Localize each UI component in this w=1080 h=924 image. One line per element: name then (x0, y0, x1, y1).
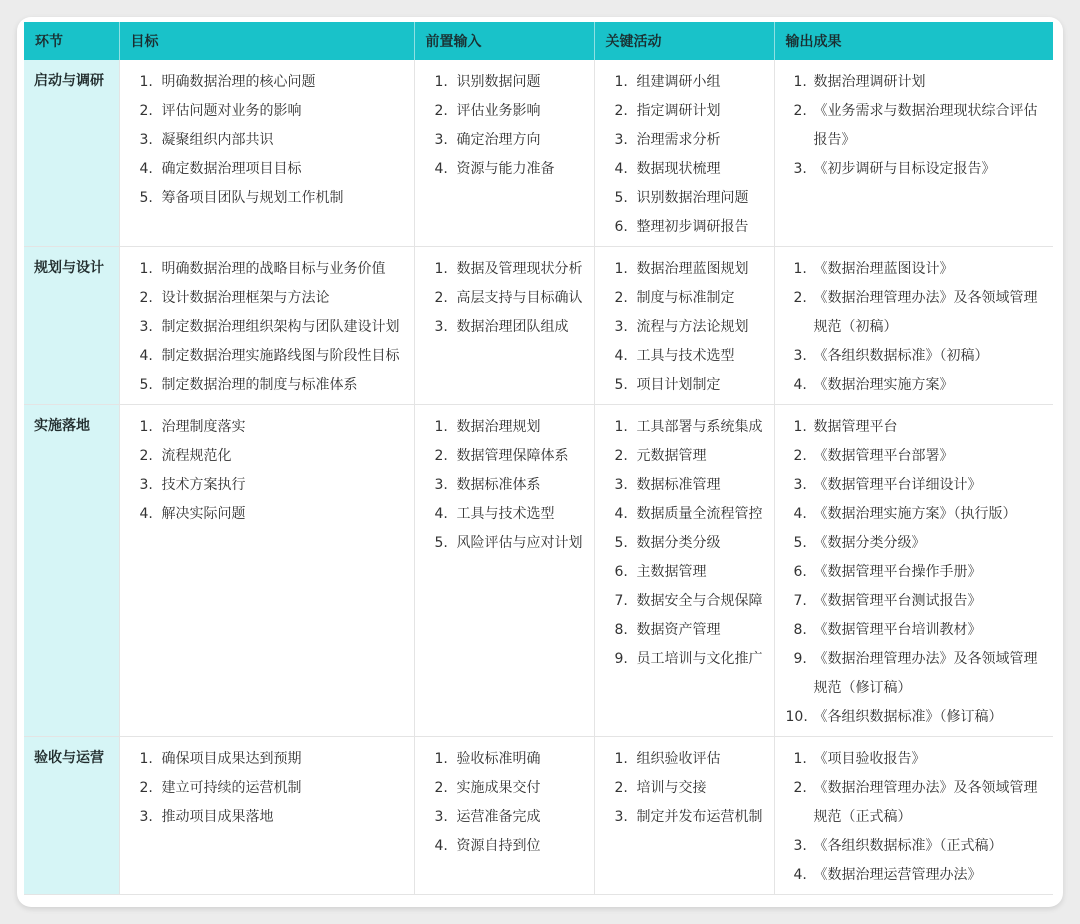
list-item-text: 运营准备完成 (456, 809, 541, 825)
activities-cell (594, 405, 774, 737)
list-item (775, 529, 1054, 558)
list-item-text: 元数据管理 (636, 448, 707, 464)
list-item-number: 3. (793, 348, 807, 364)
list-item (775, 861, 1054, 890)
list-item-text: 治理需求分析 (636, 132, 721, 148)
numbered-list (120, 255, 414, 400)
list-item-text: 培训与交接 (636, 780, 707, 796)
list-item-number: 2. (139, 448, 153, 464)
list-item-text: 工具与技术选型 (636, 348, 735, 364)
list-item (415, 284, 594, 313)
numbered-list (595, 68, 774, 242)
header-stage: 环节 (24, 22, 119, 60)
numbered-list (120, 68, 414, 213)
list-item-number: 4. (793, 867, 807, 883)
header-goals: 目标 (119, 22, 414, 60)
list-item-number: 7. (614, 593, 628, 609)
list-item (120, 97, 414, 126)
numbered-list (595, 255, 774, 400)
list-item-text: 《数据治理蓝图设计》 (813, 261, 954, 277)
list-item (595, 126, 774, 155)
numbered-list (775, 413, 1054, 732)
table-row (24, 247, 1053, 405)
list-item-text: 数据标准管理 (636, 477, 721, 493)
list-item (775, 832, 1054, 861)
list-item-text: 《各组织数据标准》（正式稿） (813, 838, 1003, 854)
table-row (24, 405, 1053, 737)
list-item (120, 471, 414, 500)
list-item (775, 371, 1054, 400)
list-item-text: 《数据治理管理办法》及各领域管理规范（修订稿） (813, 651, 1038, 696)
list-item-number: 3. (139, 319, 153, 335)
list-item-number: 2. (793, 290, 807, 306)
list-item-text: 《数据管理平台操作手册》 (813, 564, 982, 580)
list-item (415, 413, 594, 442)
list-item-number: 5. (614, 377, 628, 393)
list-item (775, 558, 1054, 587)
list-item (120, 68, 414, 97)
list-item-text: 《项目验收报告》 (813, 751, 926, 767)
numbered-list (775, 745, 1054, 890)
stage-cell: 验收与运营 (24, 737, 119, 895)
list-item-text: 数据标准体系 (456, 477, 541, 493)
list-item (595, 803, 774, 832)
list-item-number: 3. (614, 132, 628, 148)
list-item (415, 745, 594, 774)
list-item-number: 1. (139, 751, 153, 767)
list-item-text: 制定数据治理实施路线图与阶段性目标 (161, 348, 400, 364)
list-item-text: 流程与方法论规划 (636, 319, 749, 335)
list-item-number: 5. (793, 535, 807, 551)
list-item-text: 数据治理调研计划 (813, 74, 926, 90)
list-item-text: 指定调研计划 (636, 103, 721, 119)
goals-cell (119, 405, 414, 737)
list-item-number: 4. (614, 161, 628, 177)
list-item (595, 442, 774, 471)
list-item-number: 4. (793, 506, 807, 522)
stage-cell: 启动与调研 (24, 60, 119, 247)
list-item-number: 1. (614, 74, 628, 90)
list-item (775, 616, 1054, 645)
list-item-text: 工具部署与系统集成 (636, 419, 763, 435)
list-item (775, 645, 1054, 703)
list-item-number: 1. (139, 261, 153, 277)
list-item (595, 645, 774, 674)
list-item-text: 《数据治理运营管理办法》 (813, 867, 982, 883)
list-item-number: 5. (614, 535, 628, 551)
list-item (775, 68, 1054, 97)
list-item-number: 3. (614, 477, 628, 493)
list-item-number: 1. (793, 74, 807, 90)
list-item (595, 471, 774, 500)
list-item-text: 明确数据治理的核心问题 (161, 74, 316, 90)
activities-cell (594, 247, 774, 405)
list-item (775, 774, 1054, 832)
list-item (595, 284, 774, 313)
list-item-number: 2. (434, 448, 448, 464)
list-item-number: 3. (434, 809, 448, 825)
list-item-text: 确定治理方向 (456, 132, 541, 148)
numbered-list (775, 255, 1054, 400)
list-item-text: 制定数据治理的制度与标准体系 (161, 377, 358, 393)
list-item-number: 2. (139, 103, 153, 119)
list-item-text: 识别数据治理问题 (636, 190, 749, 206)
list-item-text: 制定并发布运营机制 (636, 809, 763, 825)
outputs-cell (774, 247, 1053, 405)
stage-cell: 规划与设计 (24, 247, 119, 405)
list-item-text: 验收标准明确 (456, 751, 541, 767)
list-item-number: 4. (139, 348, 153, 364)
list-item-text: 数据质量全流程管控 (636, 506, 763, 522)
list-item-number: 2. (434, 103, 448, 119)
list-item-number: 1. (434, 419, 448, 435)
list-item-number: 2. (614, 103, 628, 119)
inputs-cell (414, 247, 594, 405)
list-item-number: 1. (614, 419, 628, 435)
list-item-text: 《业务需求与数据治理现状综合评估报告》 (813, 103, 1038, 148)
list-item-text: 数据安全与合规保障 (636, 593, 763, 609)
activities-cell (594, 60, 774, 247)
list-item-number: 4. (434, 161, 448, 177)
list-item-number: 1. (793, 261, 807, 277)
list-item-text: 数据管理保障体系 (456, 448, 569, 464)
list-item-text: 评估问题对业务的影响 (161, 103, 302, 119)
list-item-number: 3. (793, 838, 807, 854)
list-item (120, 342, 414, 371)
list-item-number: 3. (434, 132, 448, 148)
list-item-text: 制度与标准制定 (636, 290, 735, 306)
list-item-number: 10. (785, 709, 808, 725)
list-item (775, 587, 1054, 616)
list-item-text: 《初步调研与目标设定报告》 (813, 161, 996, 177)
list-item-text: 《各组织数据标准》（修订稿） (813, 709, 1003, 725)
list-item-text: 项目计划制定 (636, 377, 721, 393)
numbered-list (595, 745, 774, 832)
numbered-list (415, 255, 594, 342)
list-item-number: 1. (434, 261, 448, 277)
list-item (415, 255, 594, 284)
list-item-text: 技术方案执行 (161, 477, 246, 493)
list-item (120, 284, 414, 313)
list-item-number: 4. (614, 348, 628, 364)
header-inputs: 前置输入 (414, 22, 594, 60)
governance-table (24, 22, 1053, 895)
list-item-number: 5. (434, 535, 448, 551)
list-item (120, 184, 414, 213)
list-item (415, 442, 594, 471)
list-item (595, 97, 774, 126)
header-activities: 关键活动 (594, 22, 774, 60)
list-item-text: 数据管理平台 (813, 419, 898, 435)
list-item (775, 413, 1054, 442)
list-item-number: 4. (614, 506, 628, 522)
list-item-number: 1. (614, 261, 628, 277)
list-item-text: 凝聚组织内部共识 (161, 132, 274, 148)
activities-cell (594, 737, 774, 895)
list-item-number: 1. (139, 74, 153, 90)
list-item (775, 284, 1054, 342)
stage-cell: 实施落地 (24, 405, 119, 737)
list-item-text: 数据及管理现状分析 (456, 261, 583, 277)
list-item-number: 4. (793, 377, 807, 393)
list-item (775, 442, 1054, 471)
list-item-number: 2. (139, 290, 153, 306)
list-item-text: 数据分类分级 (636, 535, 721, 551)
list-item-text: 解决实际问题 (161, 506, 246, 522)
list-item (120, 500, 414, 529)
list-item-number: 8. (793, 622, 807, 638)
numbered-list (415, 745, 594, 861)
list-item (775, 471, 1054, 500)
list-item-number: 3. (139, 132, 153, 148)
list-item (120, 803, 414, 832)
list-item-number: 2. (793, 448, 807, 464)
inputs-cell (414, 737, 594, 895)
list-item-number: 2. (434, 780, 448, 796)
list-item-text: 筹备项目团队与规划工作机制 (161, 190, 344, 206)
list-item-text: 流程规范化 (161, 448, 232, 464)
list-item (415, 68, 594, 97)
list-item-text: 整理初步调研报告 (636, 219, 749, 235)
list-item-text: 数据治理团队组成 (456, 319, 569, 335)
list-item-number: 8. (614, 622, 628, 638)
list-item-text: 《数据治理管理办法》及各领域管理规范（正式稿） (813, 780, 1038, 825)
list-item-text: 《各组织数据标准》（初稿） (813, 348, 989, 364)
list-item-text: 风险评估与应对计划 (456, 535, 583, 551)
list-item-number: 3. (614, 319, 628, 335)
list-item-number: 3. (793, 477, 807, 493)
list-item-number: 7. (793, 593, 807, 609)
list-item (415, 126, 594, 155)
list-item-text: 治理制度落实 (161, 419, 246, 435)
goals-cell (119, 247, 414, 405)
list-item (775, 342, 1054, 371)
inputs-cell (414, 405, 594, 737)
list-item (775, 97, 1054, 155)
list-item (595, 68, 774, 97)
list-item-text: 《数据治理实施方案》（执行版） (813, 506, 1017, 522)
list-item-number: 4. (434, 506, 448, 522)
list-item-text: 评估业务影响 (456, 103, 541, 119)
list-item (775, 745, 1054, 774)
list-item (595, 155, 774, 184)
list-item (415, 97, 594, 126)
list-item-text: 实施成果交付 (456, 780, 541, 796)
list-item (775, 155, 1054, 184)
goals-cell (119, 737, 414, 895)
header-outputs: 输出成果 (774, 22, 1053, 60)
list-item (595, 745, 774, 774)
list-item-number: 1. (793, 751, 807, 767)
list-item-number: 5. (614, 190, 628, 206)
list-item (415, 155, 594, 184)
list-item-number: 1. (434, 751, 448, 767)
numbered-list (120, 413, 414, 529)
list-item (120, 255, 414, 284)
list-item (595, 371, 774, 400)
list-item (415, 774, 594, 803)
list-item-text: 组建调研小组 (636, 74, 721, 90)
outputs-cell (774, 737, 1053, 895)
list-item-number: 6. (614, 219, 628, 235)
list-item-text: 识别数据问题 (456, 74, 541, 90)
goals-cell (119, 60, 414, 247)
numbered-list (120, 745, 414, 832)
list-item (120, 413, 414, 442)
list-item-text: 确保项目成果达到预期 (161, 751, 302, 767)
list-item-text: 《数据管理平台测试报告》 (813, 593, 982, 609)
list-item (595, 529, 774, 558)
list-item-number: 3. (434, 319, 448, 335)
list-item (415, 529, 594, 558)
list-item-text: 《数据管理平台详细设计》 (813, 477, 982, 493)
list-item (120, 745, 414, 774)
list-item-text: 推动项目成果落地 (161, 809, 274, 825)
list-item (120, 774, 414, 803)
list-item (595, 587, 774, 616)
table-row (24, 60, 1053, 247)
list-item-number: 6. (614, 564, 628, 580)
list-item-number: 2. (139, 780, 153, 796)
list-item (595, 184, 774, 213)
list-item-text: 《数据治理实施方案》 (813, 377, 954, 393)
list-item-text: 确定数据治理项目目标 (161, 161, 302, 177)
list-item-number: 1. (434, 74, 448, 90)
list-item-number: 3. (139, 809, 153, 825)
list-item-number: 5. (139, 377, 153, 393)
list-item-text: 《数据管理平台部署》 (813, 448, 954, 464)
list-item-text: 主数据管理 (636, 564, 707, 580)
outputs-cell (774, 60, 1053, 247)
list-item (595, 616, 774, 645)
list-item-number: 1. (793, 419, 807, 435)
list-item-number: 2. (434, 290, 448, 306)
table-wrapper (24, 22, 1053, 895)
list-item-number: 1. (139, 419, 153, 435)
list-item (120, 371, 414, 400)
list-item-text: 《数据治理管理办法》及各领域管理规范（初稿） (813, 290, 1038, 335)
list-item-number: 2. (614, 290, 628, 306)
list-item (415, 832, 594, 861)
list-item-text: 资源自持到位 (456, 838, 541, 854)
table-row (24, 737, 1053, 895)
list-item-number: 9. (793, 651, 807, 667)
list-item-number: 3. (139, 477, 153, 493)
list-item (595, 213, 774, 242)
list-item-text: 高层支持与目标确认 (456, 290, 583, 306)
list-item (415, 500, 594, 529)
list-item-number: 1. (614, 751, 628, 767)
list-item-text: 员工培训与文化推广 (636, 651, 763, 667)
numbered-list (775, 68, 1054, 184)
numbered-list (415, 68, 594, 184)
list-item (595, 342, 774, 371)
list-item (415, 313, 594, 342)
list-item-number: 2. (614, 780, 628, 796)
list-item-text: 《数据分类分级》 (813, 535, 926, 551)
list-item-number: 4. (434, 838, 448, 854)
list-item-text: 资源与能力准备 (456, 161, 555, 177)
list-item-number: 2. (793, 103, 807, 119)
list-item (775, 703, 1054, 732)
list-item-text: 制定数据治理组织架构与团队建设计划 (161, 319, 400, 335)
list-item-text: 工具与技术选型 (456, 506, 555, 522)
list-item (595, 255, 774, 284)
list-item (775, 255, 1054, 284)
list-item-text: 数据治理规划 (456, 419, 541, 435)
header-row (24, 22, 1053, 60)
list-item (415, 471, 594, 500)
list-item-number: 3. (434, 477, 448, 493)
table-body (24, 60, 1053, 895)
list-item-text: 建立可持续的运营机制 (161, 780, 302, 796)
list-item-number: 4. (139, 161, 153, 177)
list-item-text: 组织验收评估 (636, 751, 721, 767)
list-item-text: 《数据管理平台培训教材》 (813, 622, 982, 638)
list-item-number: 4. (139, 506, 153, 522)
list-item-number: 3. (614, 809, 628, 825)
list-item (595, 774, 774, 803)
outputs-cell (774, 405, 1053, 737)
inputs-cell (414, 60, 594, 247)
list-item-text: 数据资产管理 (636, 622, 721, 638)
list-item-number: 2. (614, 448, 628, 464)
list-item-number: 9. (614, 651, 628, 667)
list-item (595, 413, 774, 442)
numbered-list (415, 413, 594, 558)
list-item (595, 500, 774, 529)
list-item (595, 558, 774, 587)
list-item-number: 6. (793, 564, 807, 580)
list-item (415, 803, 594, 832)
list-item-text: 明确数据治理的战略目标与业务价值 (161, 261, 386, 277)
list-item-text: 数据现状梳理 (636, 161, 721, 177)
list-item (775, 500, 1054, 529)
list-item-text: 数据治理蓝图规划 (636, 261, 749, 277)
list-item-number: 5. (139, 190, 153, 206)
list-item (120, 313, 414, 342)
list-item (120, 442, 414, 471)
list-item-number: 3. (793, 161, 807, 177)
list-item (120, 155, 414, 184)
numbered-list (595, 413, 774, 674)
list-item-number: 2. (793, 780, 807, 796)
list-item-text: 设计数据治理框架与方法论 (161, 290, 330, 306)
table-card (17, 17, 1063, 907)
list-item (120, 126, 414, 155)
list-item (595, 313, 774, 342)
